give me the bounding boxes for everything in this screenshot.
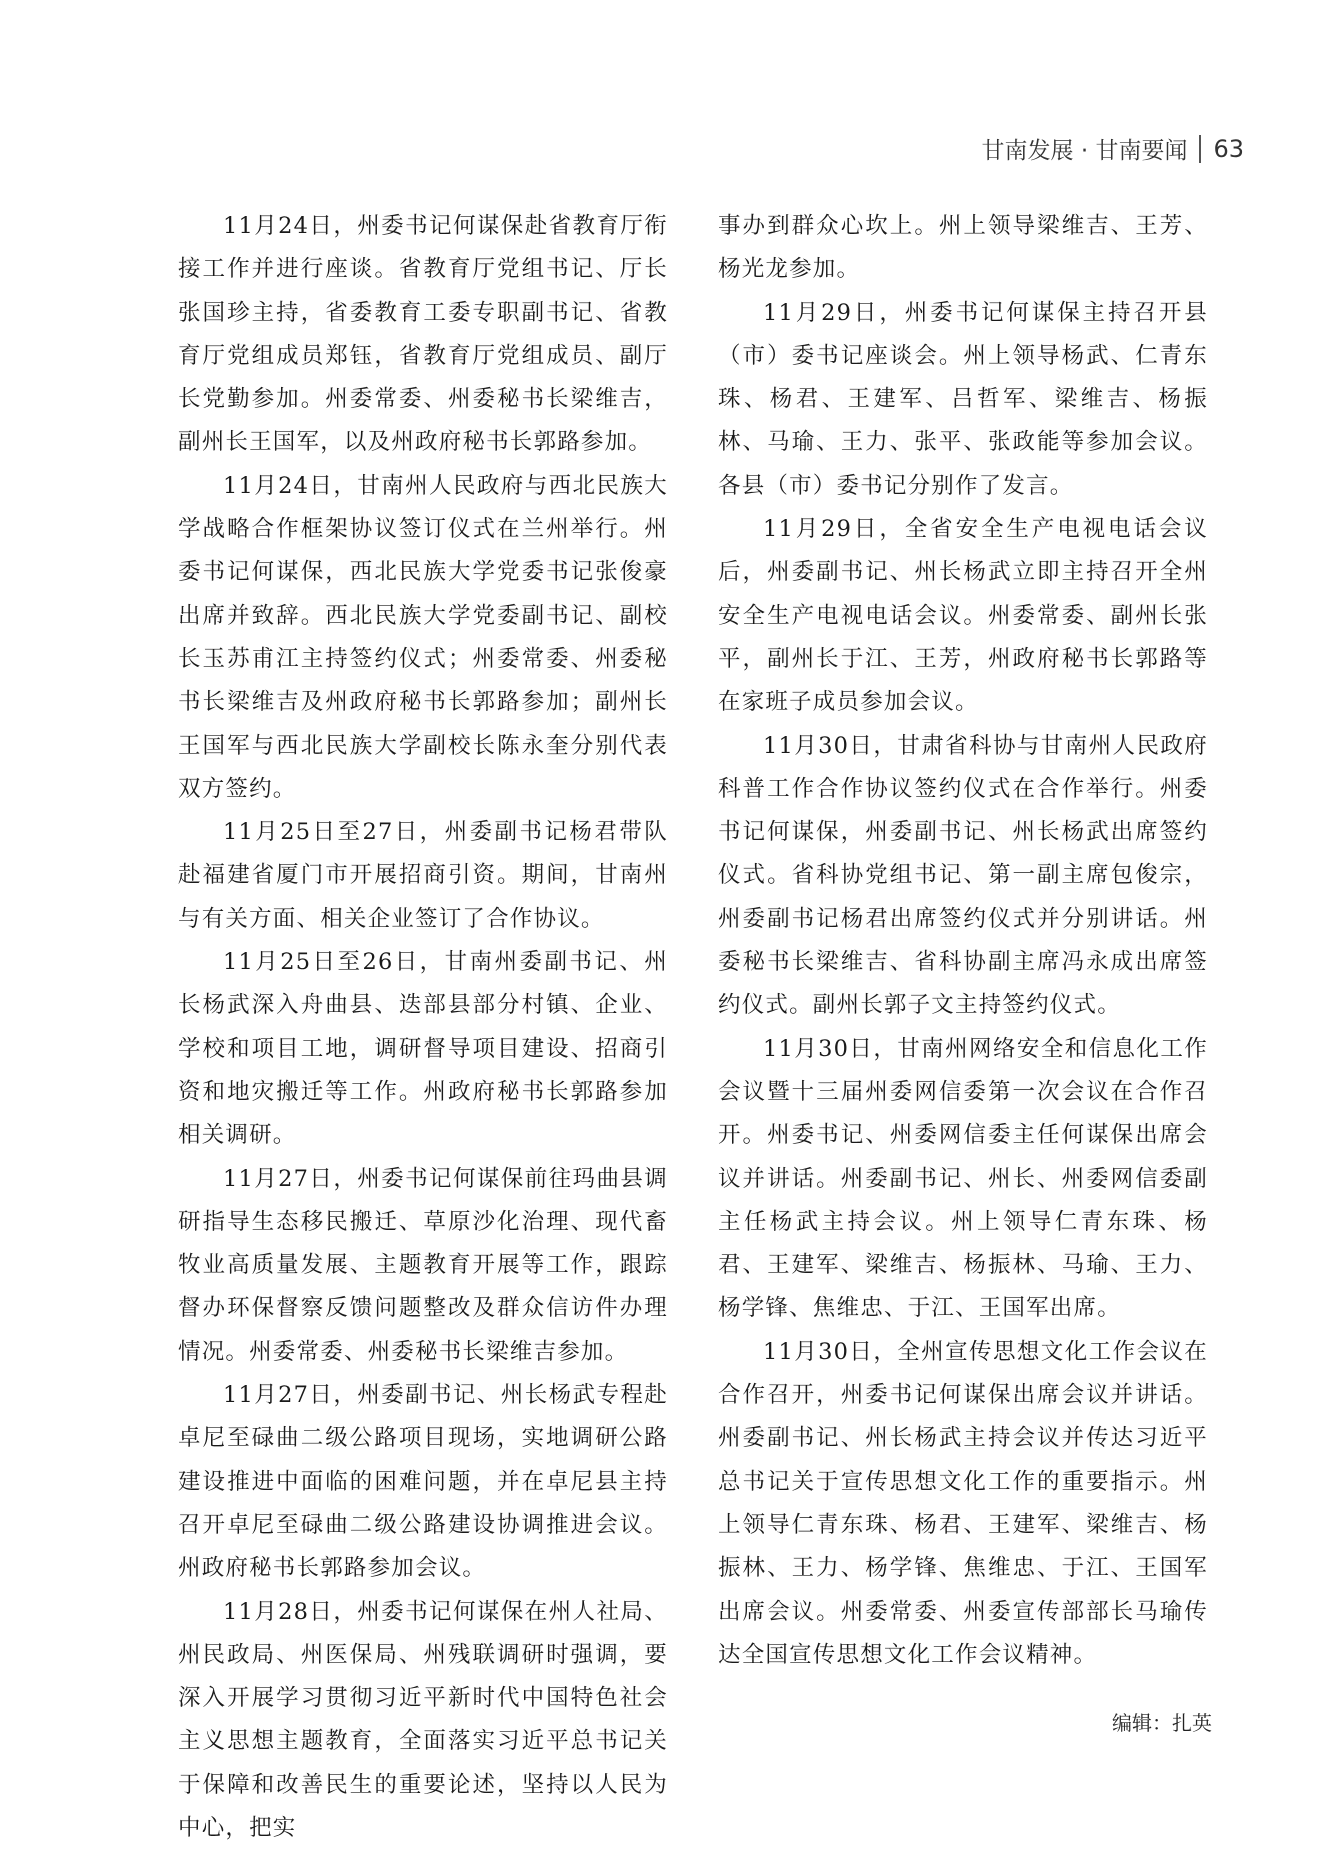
news-item: 11月29日，州委书记何谋保主持召开县（市）委书记座谈会。州上领导杨武、仁青东珠、杨君、王建军、吕哲军、梁维吉、杨振林、马瑜、王力、张平、张政能等参加会议。各县（市）委书记分别作了发言。 bbox=[718, 292, 1208, 508]
news-item: 11月27日，州委副书记、州长杨武专程赴卓尼至碌曲二级公路项目现场，实地调研公路建设推进中面临的困难问题，并在卓尼县主持召开卓尼至碌曲二级公路建设协调推进会议。州政府秘书长郭路参加会议。 bbox=[178, 1374, 668, 1590]
editor-credit: 编辑：扎英 bbox=[1112, 1707, 1212, 1736]
running-header bbox=[982, 132, 1244, 165]
news-item: 11月30日，全州宣传思想文化工作会议在合作召开，州委书记何谋保出席会议并讲话。州委副书记、州长杨武主持会议并传达习近平总书记关于宣传思想文化工作的重要指示。州上领导仁青东珠、杨君、王建军、梁维吉、杨振林、王力、杨学锋、焦维忠、于江、王国军出席会议。州委常委、州委宣传部部长马瑜传达全国宣传思想文化工作会议精神。 bbox=[718, 1331, 1208, 1677]
news-item: 11月25日至27日，州委副书记杨君带队赴福建省厦门市开展招商引资。期间，甘南州与有关方面、相关企业签订了合作协议。 bbox=[178, 811, 668, 941]
left-column bbox=[178, 205, 668, 1850]
header-divider bbox=[1199, 135, 1201, 163]
page-number: 63 bbox=[1213, 135, 1244, 163]
right-column bbox=[718, 205, 1208, 1677]
news-item: 11月29日，全省安全生产电视电话会议后，州委副书记、州长杨武立即主持召开全州安全生产电视电话会议。州委常委、副州长张平，副州长于江、王芳，州政府秘书长郭路等在家班子成员参加会议。 bbox=[718, 508, 1208, 724]
section-title: 甘南发展 · 甘南要闻 bbox=[982, 132, 1188, 165]
news-item: 11月24日，甘南州人民政府与西北民族大学战略合作框架协议签订仪式在兰州举行。州委书记何谋保，西北民族大学党委书记张俊豪出席并致辞。西北民族大学党委副书记、副校长玉苏甫江主持签约仪式；州委常委、州委秘书长梁维吉及州政府秘书长郭路参加；副州长王国军与西北民族大学副校长陈永奎分别代表双方签约。 bbox=[178, 465, 668, 811]
news-item: 11月30日，甘肃省科协与甘南州人民政府科普工作合作协议签约仪式在合作举行。州委书记何谋保，州委副书记、州长杨武出席签约仪式。省科协党组书记、第一副主席包俊宗，州委副书记杨君出席签约仪式并分别讲话。州委秘书长梁维吉、省科协副主席冯永成出席签约仪式。副州长郭子文主持签约仪式。 bbox=[718, 725, 1208, 1028]
news-item: 11月27日，州委书记何谋保前往玛曲县调研指导生态移民搬迁、草原沙化治理、现代畜牧业高质量发展、主题教育开展等工作，跟踪督办环保督察反馈问题整改及群众信访件办理情况。州委常委、州委秘书长梁维吉参加。 bbox=[178, 1158, 668, 1374]
news-item: 11月28日，州委书记何谋保在州人社局、州民政局、州医保局、州残联调研时强调，要深入开展学习贯彻习近平新时代中国特色社会主义思想主题教育，全面落实习近平总书记关于保障和改善民生的重要论述，坚持以人民为中心，把实 bbox=[178, 1591, 668, 1850]
news-item-continuation: 事办到群众心坎上。州上领导梁维吉、王芳、杨光龙参加。 bbox=[718, 205, 1208, 292]
news-item: 11月24日，州委书记何谋保赴省教育厅衔接工作并进行座谈。省教育厅党组书记、厅长张国珍主持，省委教育工委专职副书记、省教育厅党组成员郑钰，省教育厅党组成员、副厅长党勤参加。州委常委、州委秘书长梁维吉，副州长王国军，以及州政府秘书长郭路参加。 bbox=[178, 205, 668, 465]
news-item: 11月25日至26日，甘南州委副书记、州长杨武深入舟曲县、迭部县部分村镇、企业、学校和项目工地，调研督导项目建设、招商引资和地灾搬迁等工作。州政府秘书长郭路参加相关调研。 bbox=[178, 941, 668, 1157]
news-item: 11月30日，甘南州网络安全和信息化工作会议暨十三届州委网信委第一次会议在合作召开。州委书记、州委网信委主任何谋保出席会议并讲话。州委副书记、州长、州委网信委副主任杨武主持会议。州上领导仁青东珠、杨君、王建军、梁维吉、杨振林、马瑜、王力、杨学锋、焦维忠、于江、王国军出席。 bbox=[718, 1028, 1208, 1331]
